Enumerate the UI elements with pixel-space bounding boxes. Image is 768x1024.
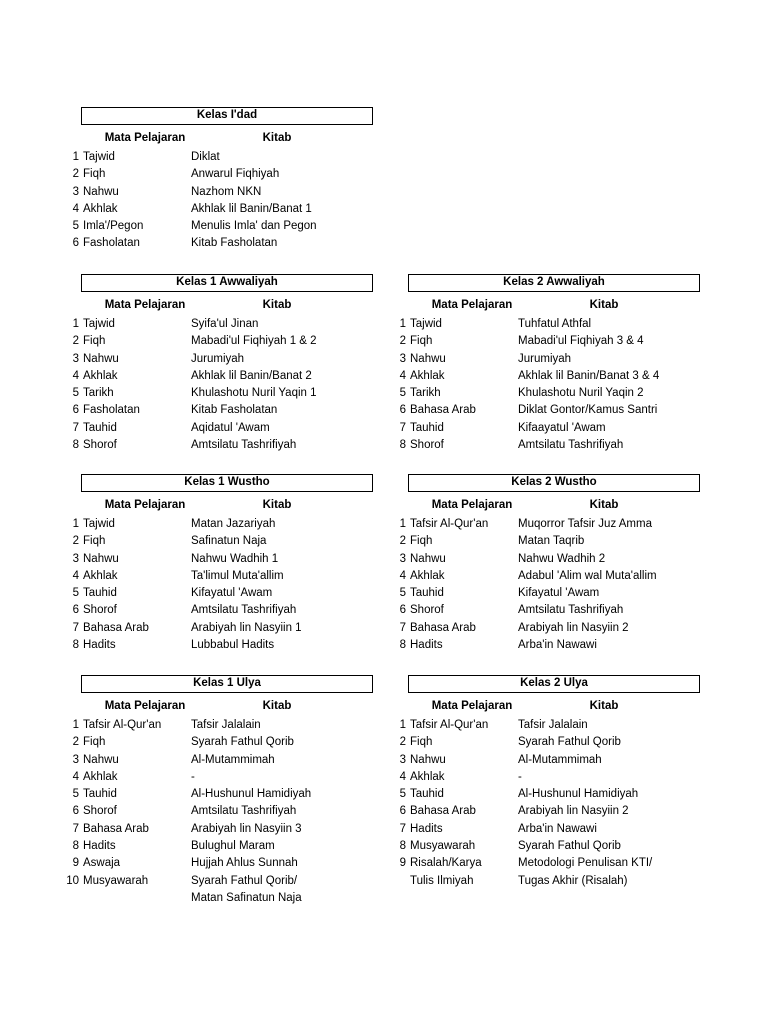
column-header	[81, 299, 373, 316]
book-cell: Safinatun Naja	[191, 535, 267, 548]
book-cell: Amtsilatu Tashrifiyah	[191, 439, 297, 452]
book-cell: Arba'in Nawawi	[518, 639, 597, 652]
row-number: 8	[399, 439, 406, 452]
book-cell: Al-Hushunul Hamidiyah	[518, 788, 639, 801]
table-row	[72, 437, 373, 454]
column-header	[81, 700, 373, 717]
book-column-header: Kitab	[262, 299, 292, 311]
subject-cell: Tauhid	[83, 587, 117, 600]
book-cell: Muqorror Tafsir Juz Amma	[518, 518, 652, 530]
subject-cell: Tauhid	[410, 421, 444, 434]
table-row	[72, 351, 373, 368]
row-number: 7	[399, 421, 406, 434]
book-cell: Ta'limul Muta'allim	[191, 569, 284, 582]
book-cell: Bulughul Maram	[191, 840, 275, 853]
subject-cell: Akhlak	[410, 369, 445, 382]
subject-cell: Tajwid	[83, 151, 115, 163]
row-number: 8	[72, 439, 79, 452]
row-number: 6	[72, 237, 79, 250]
class-title: Kelas I'dad	[81, 107, 373, 125]
subject-cell: Risalah/Karya	[410, 857, 482, 870]
book-cell: Matan Safinatun Naja	[191, 891, 302, 904]
row-number: 6	[72, 805, 79, 818]
table-row	[399, 620, 700, 637]
book-cell: Khulashotu Nuril Yaqin 2	[518, 387, 644, 400]
class-title: Kelas 2 Awwaliyah	[408, 274, 700, 292]
table-row	[399, 402, 700, 419]
column-header	[81, 132, 373, 149]
subject-cell: Bahasa Arab	[83, 822, 149, 835]
class-block	[72, 474, 373, 654]
row-number: 2	[72, 535, 79, 548]
subject-cell: Akhlak	[83, 202, 118, 215]
table-row	[72, 752, 373, 769]
book-cell: Al-Mutammimah	[191, 753, 275, 766]
class-block	[399, 675, 700, 890]
row-number: 1	[399, 518, 406, 530]
subject-cell: Hadits	[83, 840, 116, 853]
table-row	[72, 149, 373, 166]
table-row	[399, 420, 700, 437]
table-row	[72, 585, 373, 602]
table-row	[399, 533, 700, 550]
table-row	[72, 620, 373, 637]
subject-cell: Hadits	[83, 639, 116, 652]
subject-cell: Nahwu	[410, 352, 446, 365]
row-number: 3	[399, 552, 406, 565]
subject-cell: Bahasa Arab	[410, 404, 476, 417]
row-number: 4	[72, 770, 79, 783]
table-row	[72, 516, 373, 533]
subject-cell: Tauhid	[410, 587, 444, 600]
class-block	[399, 274, 700, 454]
table-row	[399, 551, 700, 568]
subject-cell: Fiqh	[410, 736, 433, 749]
class-title: Kelas 2 Wustho	[408, 474, 700, 492]
book-cell: Kitab Fasholatan	[191, 404, 278, 417]
table-row	[72, 855, 373, 872]
row-number: 5	[72, 220, 79, 233]
table-row	[399, 717, 700, 734]
book-cell: Syarah Fathul Qorib	[191, 736, 294, 749]
row-number: 2	[399, 736, 406, 749]
table-row	[72, 166, 373, 183]
table-row	[72, 734, 373, 751]
row-number: 1	[72, 518, 79, 530]
subject-cell: Nahwu	[83, 185, 119, 198]
subject-cell: Tauhid	[410, 788, 444, 801]
table-row	[399, 821, 700, 838]
book-column-header: Kitab	[589, 499, 619, 511]
subject-cell: Tajwid	[410, 318, 442, 330]
subject-cell: Tajwid	[83, 318, 115, 330]
table-row	[72, 769, 373, 786]
row-number: 4	[72, 569, 79, 582]
table-row	[399, 786, 700, 803]
subject-cell: Fiqh	[410, 535, 433, 548]
subject-cell: Fiqh	[83, 736, 106, 749]
book-cell: Amtsilatu Tashrifiyah	[191, 805, 297, 818]
book-cell: Arabiyah lin Nasyiin 2	[518, 621, 629, 634]
book-cell: Matan Taqrib	[518, 535, 585, 548]
book-cell: Tafsir Jalalain	[191, 719, 261, 731]
row-number: 1	[72, 318, 79, 330]
subject-cell: Shorof	[410, 604, 444, 617]
row-number: 4	[399, 569, 406, 582]
subject-column-header: Mata Pelajaran	[431, 499, 513, 511]
book-cell: Metodologi Penulisan KTI/	[518, 857, 653, 870]
class-title: Kelas 1 Awwaliyah	[81, 274, 373, 292]
table-row	[72, 602, 373, 619]
table-row	[399, 316, 700, 333]
subject-cell: Bahasa Arab	[410, 621, 476, 634]
book-cell: Jurumiyah	[191, 352, 245, 365]
table-row	[72, 218, 373, 235]
subject-cell: Musyawarah	[83, 874, 149, 887]
class-block	[66, 675, 373, 907]
table-row	[72, 420, 373, 437]
book-cell: Syarah Fathul Qorib/	[191, 874, 298, 887]
book-column-header: Kitab	[589, 299, 619, 311]
book-cell: Khulashotu Nuril Yaqin 1	[191, 387, 317, 400]
book-cell: Nazhom NKN	[191, 185, 262, 198]
column-header	[408, 299, 700, 316]
book-cell: Kifaayatul 'Awam	[518, 421, 606, 434]
table-row	[72, 838, 373, 855]
table-row	[72, 637, 373, 654]
subject-cell: Aswaja	[83, 857, 121, 870]
row-number: 5	[72, 788, 79, 801]
subject-cell: Shorof	[83, 805, 117, 818]
book-cell: Kifayatul 'Awam	[518, 587, 600, 600]
subject-cell: Hadits	[410, 822, 443, 835]
table-row	[72, 803, 373, 820]
book-cell: Syarah Fathul Qorib	[518, 840, 621, 853]
row-number: 2	[72, 736, 79, 749]
table-row	[66, 873, 373, 890]
subject-cell: Fasholatan	[83, 237, 140, 250]
subject-cell: Bahasa Arab	[410, 805, 476, 818]
book-cell: Amtsilatu Tashrifiyah	[191, 604, 297, 617]
row-number: 3	[72, 552, 79, 565]
subject-column-header: Mata Pelajaran	[104, 132, 186, 144]
table-row	[399, 437, 700, 454]
subject-cell: Tajwid	[83, 518, 115, 530]
book-cell: Nahwu Wadhih 1	[191, 552, 279, 565]
book-cell: Mabadi'ul Fiqhiyah 1 & 2	[191, 335, 317, 348]
table-row	[399, 769, 700, 786]
subject-column-header: Mata Pelajaran	[104, 499, 186, 511]
row-number: 7	[399, 621, 406, 634]
subject-cell: Nahwu	[83, 753, 119, 766]
table-row	[399, 585, 700, 602]
row-number: 5	[399, 587, 406, 600]
book-cell: Kifayatul 'Awam	[191, 587, 273, 600]
book-cell: Diklat	[191, 151, 220, 163]
subject-column-header: Mata Pelajaran	[431, 700, 513, 712]
book-column-header: Kitab	[589, 700, 619, 712]
subject-cell: Tarikh	[410, 387, 441, 400]
book-cell: Arba'in Nawawi	[518, 822, 597, 835]
book-column-header: Kitab	[262, 499, 292, 511]
table-row	[72, 235, 373, 252]
table-row	[399, 838, 700, 855]
row-number: 6	[399, 604, 406, 617]
subject-cell: Shorof	[83, 604, 117, 617]
book-cell: Arabiyah lin Nasyiin 1	[191, 621, 302, 634]
book-cell: -	[518, 770, 522, 783]
table-row	[399, 637, 700, 654]
table-row	[72, 368, 373, 385]
subject-cell: Shorof	[410, 439, 444, 452]
table-row	[72, 717, 373, 734]
book-cell: Amtsilatu Tashrifiyah	[518, 439, 624, 452]
subject-cell: Tauhid	[83, 788, 117, 801]
class-title: Kelas 2 Ulya	[408, 675, 700, 693]
subject-cell: Fasholatan	[83, 404, 140, 417]
book-cell: Al-Mutammimah	[518, 753, 602, 766]
table-row	[399, 368, 700, 385]
row-number: 6	[72, 404, 79, 417]
subject-cell: Fiqh	[83, 168, 106, 181]
row-number: 6	[72, 604, 79, 617]
table-row	[408, 873, 700, 890]
table-row	[81, 890, 373, 907]
table-row	[399, 752, 700, 769]
row-number: 5	[399, 788, 406, 801]
book-cell: Syifa'ul Jinan	[191, 318, 259, 330]
row-number: 8	[399, 840, 406, 853]
class-title: Kelas 1 Ulya	[81, 675, 373, 693]
table-row	[72, 786, 373, 803]
table-row	[399, 516, 700, 533]
row-number: 3	[399, 352, 406, 365]
book-cell: Arabiyah lin Nasyiin 2	[518, 805, 629, 818]
book-cell: Menulis Imla' dan Pegon	[191, 220, 317, 233]
row-number: 4	[399, 770, 406, 783]
column-header	[81, 499, 373, 516]
table-row	[72, 184, 373, 201]
table-row	[72, 201, 373, 218]
subject-cell: Nahwu	[410, 753, 446, 766]
table-row	[72, 316, 373, 333]
subject-cell: Shorof	[83, 439, 117, 452]
book-cell: Anwarul Fiqhiyah	[191, 168, 280, 181]
class-block	[72, 107, 373, 253]
table-row	[72, 821, 373, 838]
subject-cell: Fiqh	[83, 335, 106, 348]
book-cell: Tuhfatul Athfal	[518, 318, 592, 330]
column-header	[408, 700, 700, 717]
subject-cell: Akhlak	[83, 369, 118, 382]
subject-cell: Tafsir Al-Qur'an	[410, 518, 489, 530]
row-number: 5	[399, 387, 406, 400]
subject-cell: Bahasa Arab	[83, 621, 149, 634]
book-cell: Arabiyah lin Nasyiin 3	[191, 822, 302, 835]
row-number: 2	[72, 335, 79, 348]
column-header	[408, 499, 700, 516]
table-row	[399, 734, 700, 751]
row-number: 10	[66, 874, 79, 887]
row-number: 3	[399, 753, 406, 766]
subject-cell: Akhlak	[83, 770, 118, 783]
row-number: 6	[399, 404, 406, 417]
subject-cell: Tarikh	[83, 387, 114, 400]
row-number: 4	[399, 369, 406, 382]
row-number: 8	[72, 840, 79, 853]
row-number: 7	[72, 822, 79, 835]
subject-cell: Tulis Ilmiyah	[410, 874, 474, 887]
class-block	[72, 274, 373, 454]
subject-cell: Tauhid	[83, 421, 117, 434]
book-cell: Jurumiyah	[518, 352, 572, 365]
book-cell: Aqidatul 'Awam	[191, 421, 270, 434]
table-row	[399, 351, 700, 368]
book-cell: Al-Hushunul Hamidiyah	[191, 788, 312, 801]
book-column-header: Kitab	[262, 132, 292, 144]
book-cell: Tafsir Jalalain	[518, 719, 588, 731]
row-number: 3	[72, 352, 79, 365]
table-row	[72, 402, 373, 419]
table-row	[399, 855, 700, 872]
subject-cell: Nahwu	[410, 552, 446, 565]
subject-cell: Tafsir Al-Qur'an	[83, 719, 162, 731]
class-title: Kelas 1 Wustho	[81, 474, 373, 492]
book-cell: Mabadi'ul Fiqhiyah 3 & 4	[518, 335, 644, 348]
row-number: 9	[399, 857, 406, 870]
table-row	[399, 333, 700, 350]
subject-column-header: Mata Pelajaran	[104, 700, 186, 712]
row-number: 6	[399, 805, 406, 818]
class-block	[399, 474, 700, 654]
book-cell: Akhlak lil Banin/Banat 3 & 4	[518, 369, 660, 382]
row-number: 9	[72, 857, 79, 870]
book-cell: Lubbabul Hadits	[191, 639, 275, 652]
subject-cell: Akhlak	[410, 770, 445, 783]
subject-cell: Imla'/Pegon	[83, 220, 144, 233]
subject-cell: Musyawarah	[410, 840, 476, 853]
book-cell: Tugas Akhir (Risalah)	[518, 874, 628, 887]
book-cell: Nahwu Wadhih 2	[518, 552, 606, 565]
table-row	[72, 568, 373, 585]
table-row	[72, 385, 373, 402]
row-number: 8	[72, 639, 79, 652]
book-column-header: Kitab	[262, 700, 292, 712]
subject-cell: Akhlak	[410, 569, 445, 582]
table-row	[72, 333, 373, 350]
row-number: 7	[72, 621, 79, 634]
subject-column-header: Mata Pelajaran	[431, 299, 513, 311]
row-number: 7	[399, 822, 406, 835]
subject-cell: Hadits	[410, 639, 443, 652]
table-row	[399, 568, 700, 585]
book-cell: Hujjah Ahlus Sunnah	[191, 857, 298, 870]
book-cell: Amtsilatu Tashrifiyah	[518, 604, 624, 617]
book-cell: Syarah Fathul Qorib	[518, 736, 621, 749]
subject-cell: Akhlak	[83, 569, 118, 582]
row-number: 3	[72, 753, 79, 766]
row-number: 5	[72, 387, 79, 400]
row-number: 1	[399, 318, 406, 330]
subject-cell: Fiqh	[83, 535, 106, 548]
subject-cell: Nahwu	[83, 352, 119, 365]
row-number: 3	[72, 185, 79, 198]
subject-cell: Tafsir Al-Qur'an	[410, 719, 489, 731]
row-number: 1	[399, 719, 406, 731]
book-cell: Kitab Fasholatan	[191, 237, 278, 250]
row-number: 8	[399, 639, 406, 652]
table-row	[72, 551, 373, 568]
table-row	[399, 385, 700, 402]
row-number: 4	[72, 369, 79, 382]
book-cell: Adabul 'Alim wal Muta'allim	[518, 569, 657, 582]
book-cell: Akhlak lil Banin/Banat 2	[191, 369, 312, 382]
subject-cell: Nahwu	[83, 552, 119, 565]
subject-column-header: Mata Pelajaran	[104, 299, 186, 311]
row-number: 2	[72, 168, 79, 181]
row-number: 5	[72, 587, 79, 600]
row-number: 7	[72, 421, 79, 434]
book-cell: Diklat Gontor/Kamus Santri	[518, 404, 658, 417]
subject-cell: Fiqh	[410, 335, 433, 348]
table-row	[72, 533, 373, 550]
row-number: 2	[399, 535, 406, 548]
row-number: 2	[399, 335, 406, 348]
book-cell: -	[191, 770, 195, 783]
book-cell: Akhlak lil Banin/Banat 1	[191, 202, 312, 215]
row-number: 1	[72, 151, 79, 163]
table-row	[399, 602, 700, 619]
book-cell: Matan Jazariyah	[191, 518, 276, 530]
row-number: 1	[72, 719, 79, 731]
table-row	[399, 803, 700, 820]
row-number: 4	[72, 202, 79, 215]
